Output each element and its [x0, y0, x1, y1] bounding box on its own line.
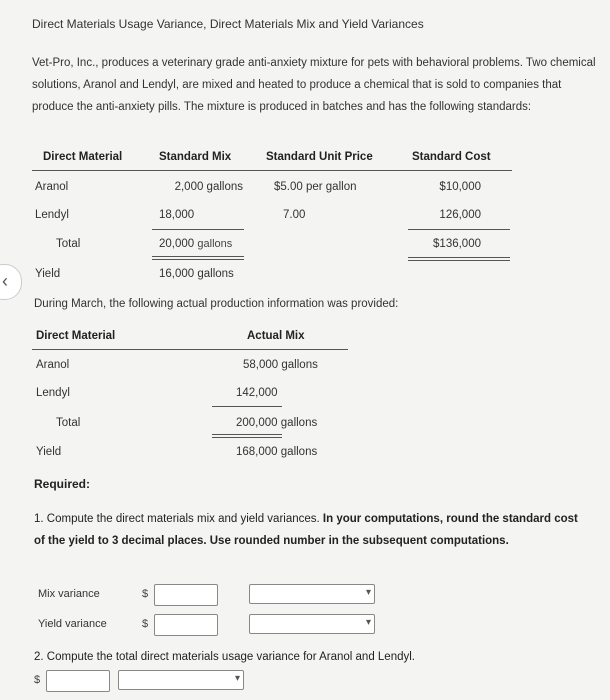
yield-variance-label: Yield variance	[38, 618, 107, 630]
actual-header-mix: Actual Mix	[247, 330, 305, 342]
actual-aranol-amount: 58,000	[243, 359, 279, 371]
std-cost-total-double-rule	[408, 257, 510, 261]
usage-variance-select[interactable]	[118, 670, 244, 690]
mix-variance-input[interactable]	[154, 584, 218, 606]
std-cost-subtotal-rule	[408, 229, 510, 230]
actual-subtotal-rule	[212, 406, 282, 407]
std-header-mix: Standard Mix	[159, 151, 232, 163]
std-total-cost: $136,000	[433, 238, 481, 250]
intro-paragraph: Vet-Pro, Inc., produces a veterinary grade anti-anxiety mixture for pets with behavioral problems. Two chemical solutions, Aranol and Lendyl, are mixed and heated to produce a chemical that is sold to companies that produce the anti-anxiety pills. The mixture is produced in batches and has the following standards:	[32, 57, 596, 113]
std-total-mix	[159, 238, 232, 250]
actual-total-label: Total	[56, 417, 81, 429]
std-mix-subtotal-rule	[152, 229, 244, 230]
std-row-aranol-mix: 2,000 gallons	[174, 181, 243, 193]
std-yield-value: 16,000 gallons	[159, 268, 234, 280]
march-intro: During March, the following actual production information was provided:	[34, 298, 399, 310]
actual-row-lendyl-label: Lendyl	[36, 387, 70, 399]
std-row-aranol-price: $5.00 per gallon	[274, 181, 357, 193]
std-row-aranol-cost: $10,000	[439, 181, 481, 193]
actual-row-aranol-label: Aranol	[36, 359, 70, 371]
mix-variance-label: Mix variance	[38, 588, 100, 600]
mix-variance-select[interactable]	[249, 584, 375, 604]
actual-yield-unit: gallons	[280, 446, 318, 458]
actual-header-material: Direct Material	[36, 330, 116, 342]
yield-variance-currency: $	[142, 618, 149, 630]
question-2: 2. Compute the total direct materials usage variance for Aranol and Lendyl.	[34, 651, 415, 663]
std-header-cost: Standard Cost	[412, 151, 491, 163]
yield-variance-select[interactable]	[249, 614, 375, 634]
mix-variance-currency: $	[142, 588, 149, 600]
std-row-lendyl-price: 7.00	[283, 209, 306, 221]
std-row-lendyl-cost: 126,000	[439, 209, 481, 221]
usage-variance-currency: $	[34, 674, 41, 686]
question-1-text: 1. Compute the direct materials mix and yield variances.	[34, 513, 323, 525]
std-header-price: Standard Unit Price	[266, 151, 373, 163]
actual-yield-value	[236, 446, 317, 458]
actual-total-double-rule	[212, 434, 282, 438]
chevron-down-icon: ▾	[365, 617, 371, 628]
usage-variance-input[interactable]	[46, 670, 110, 692]
actual-aranol-unit: gallons	[281, 359, 318, 371]
actual-row-aranol-value	[243, 359, 318, 371]
previous-page-button[interactable]	[0, 264, 22, 300]
question-1-instruction: In your computations, round the standard cost of the yield to 3 decimal places. Use rounded number in the subsequent computations.	[34, 513, 578, 547]
question-1	[34, 508, 590, 552]
actual-header-rule	[32, 349, 348, 350]
yield-variance-input[interactable]	[154, 614, 218, 636]
required-heading: Required:	[34, 477, 91, 491]
std-total-mix-value: 20,000	[159, 238, 195, 250]
std-header-rule	[32, 170, 512, 171]
std-yield-label: Yield	[35, 268, 61, 280]
actual-total-amount: 200,000	[236, 417, 278, 429]
std-row-lendyl-mix: 18,000	[159, 209, 195, 221]
std-row-lendyl-label: Lendyl	[35, 209, 69, 221]
chevron-down-icon: ▾	[365, 587, 371, 598]
std-header-material: Direct Material	[43, 151, 123, 163]
page-title: Direct Materials Usage Variance, Direct Materials Mix and Yield Variances	[32, 17, 424, 31]
actual-yield-label: Yield	[36, 446, 62, 458]
std-mix-total-double-rule	[152, 256, 244, 260]
chevron-down-icon: ▾	[234, 673, 240, 684]
std-total-label: Total	[56, 238, 81, 250]
actual-yield-amount: 168,000	[236, 446, 278, 458]
actual-total-value	[236, 417, 317, 429]
actual-row-lendyl-value: 142,000	[236, 387, 278, 399]
std-row-aranol-label: Aranol	[35, 181, 69, 193]
std-total-mix-unit: gallons	[197, 238, 233, 250]
actual-total-unit: gallons	[280, 417, 318, 429]
chevron-left-icon: ‹	[2, 271, 8, 291]
